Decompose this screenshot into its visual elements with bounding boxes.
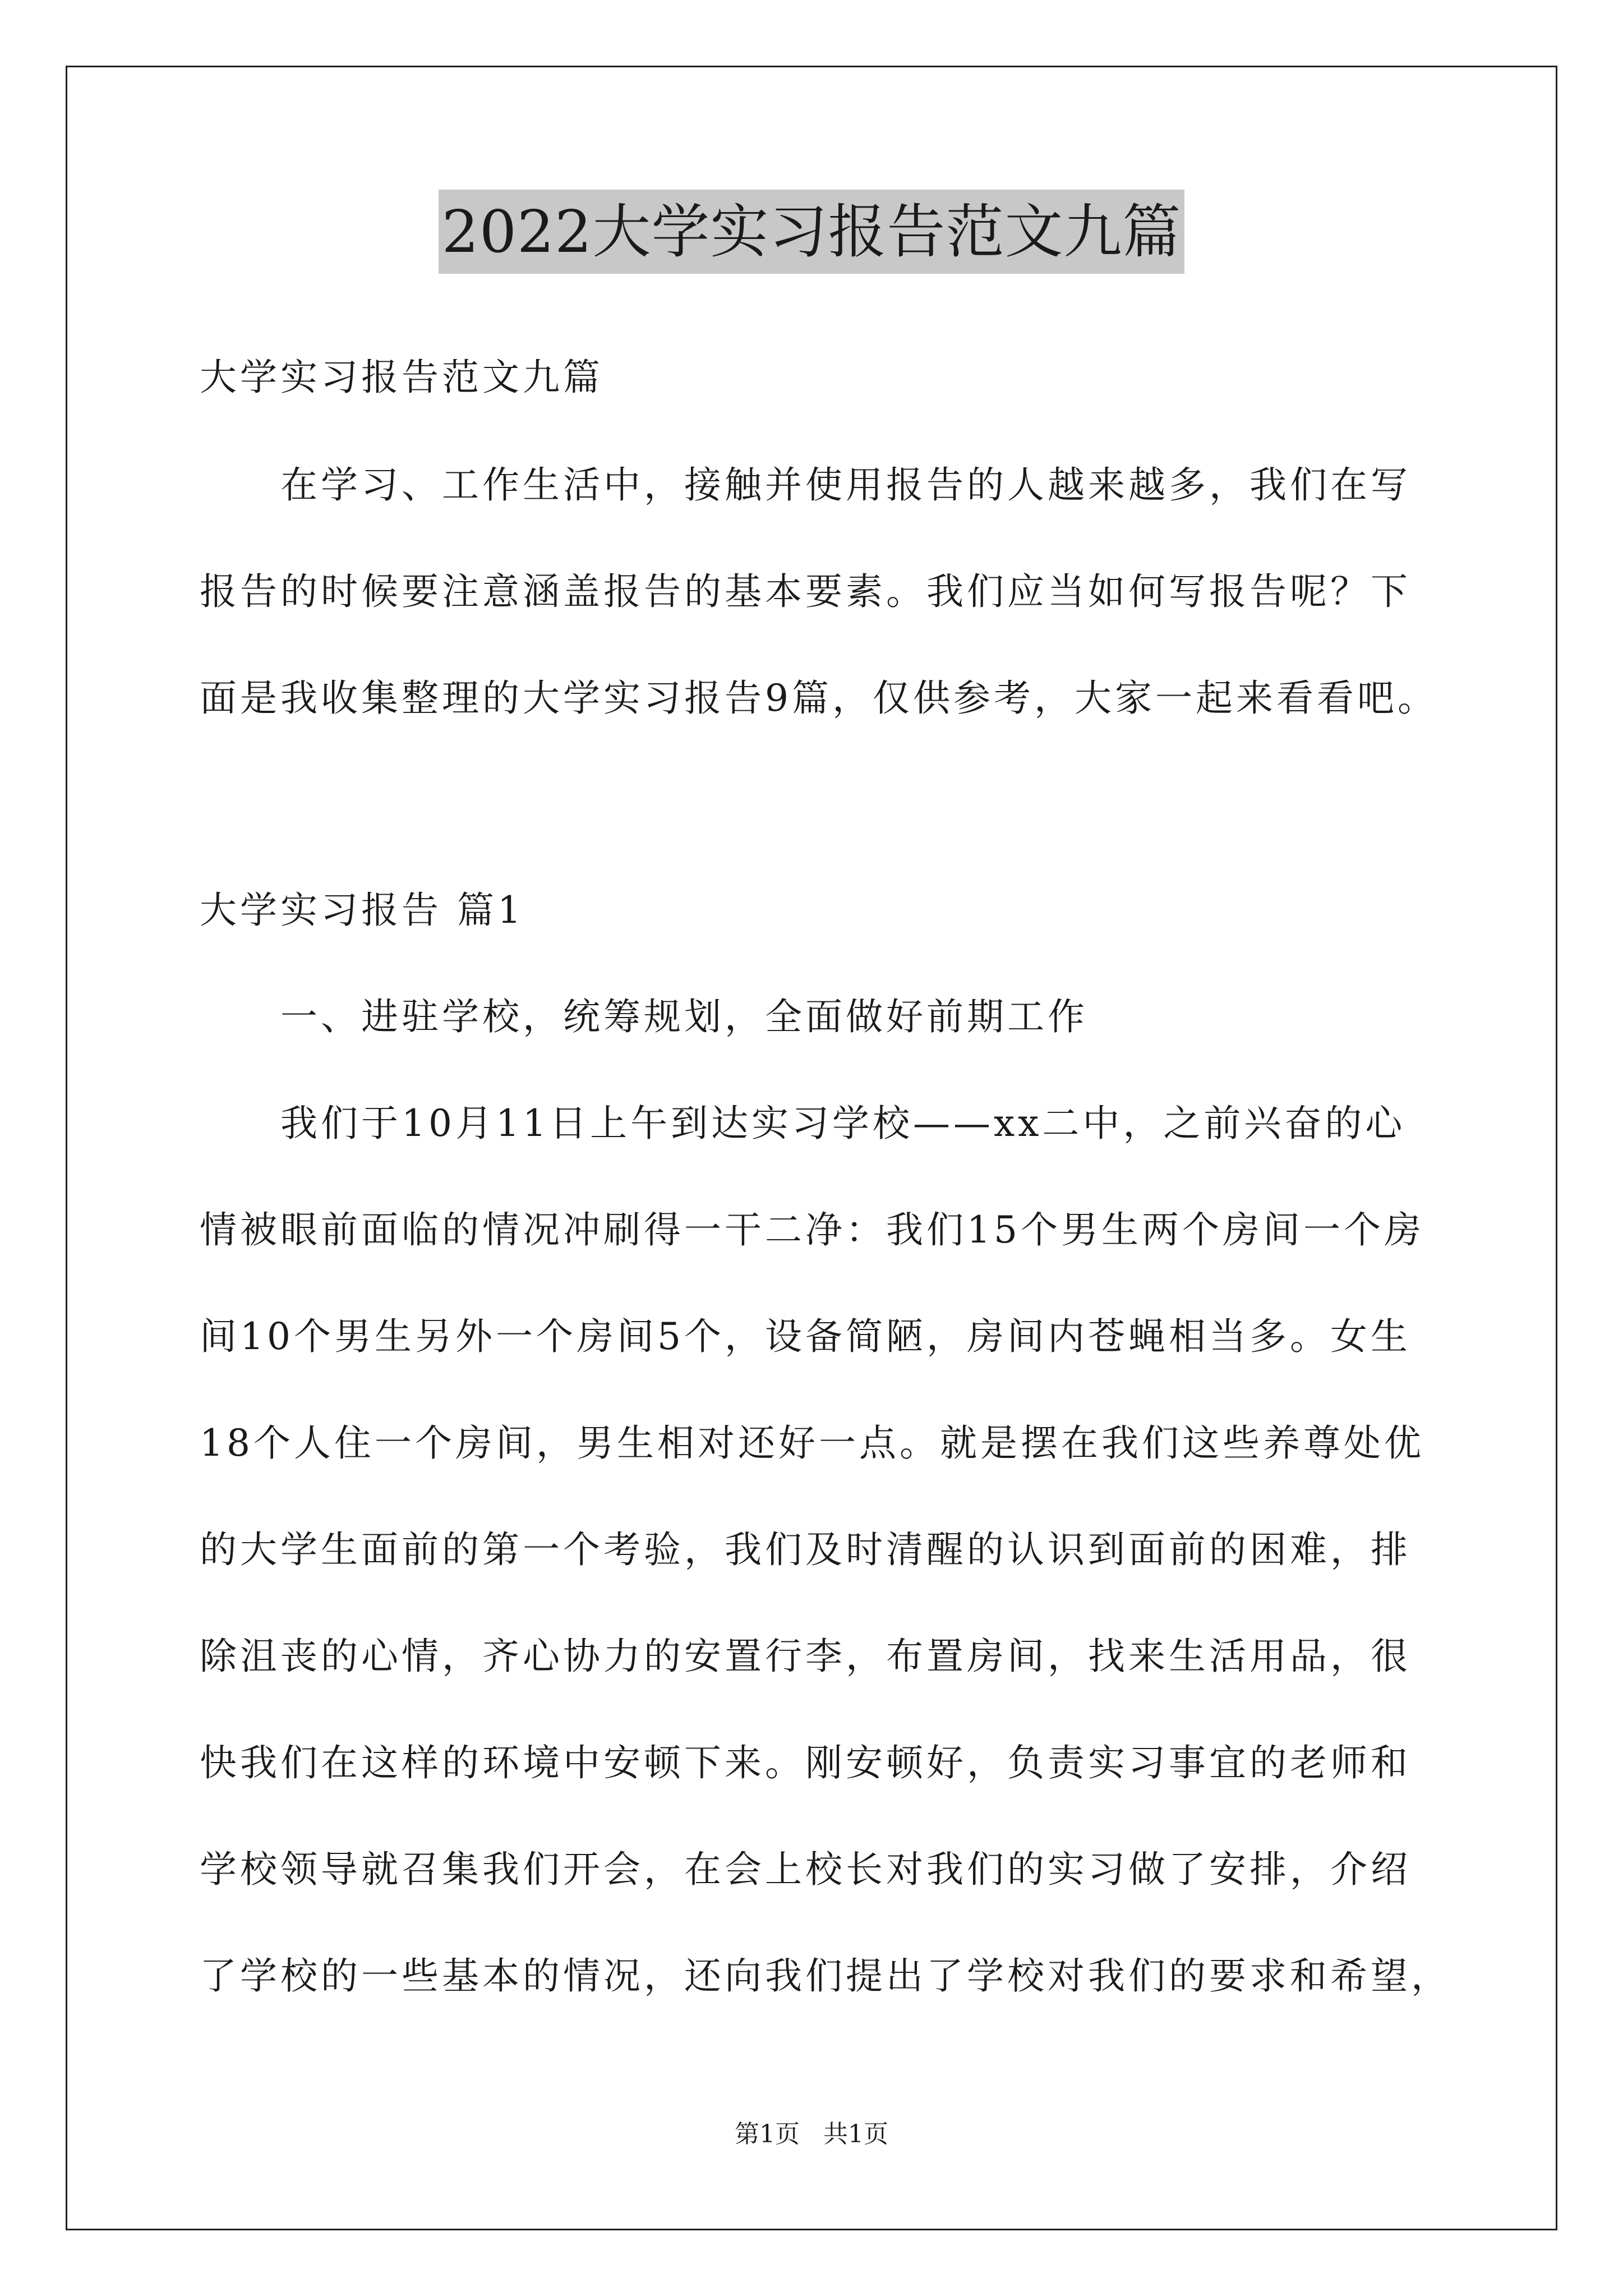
body-line-8: 学校领导就召集我们开会，在会上校长对我们的实习做了安排，介绍 [200,1848,1411,1891]
page-footer: 第1页 共1页 [735,2120,888,2148]
body-line-7: 快我们在这样的环境中安顿下来。刚安顿好，负责实习事宜的老师和 [200,1741,1411,1784]
intro-line-3: 面是我收集整理的大学实习报告9篇，仅供参考，大家一起来看看吧。 [200,677,1438,720]
document-title: 2022大学实习报告范文九篇 [439,190,1185,274]
body-line-1: 我们于10月11日上午到达实习学校——xx二中，之前兴奋的心 [280,1102,1406,1145]
intro-line-1: 在学习、工作生活中，接触并使用报告的人越来越多，我们在写 [280,463,1411,507]
body-line-4: 18个人住一个房间，男生相对还好一点。就是摆在我们这些养尊处优 [200,1421,1424,1465]
body-line-9: 了学校的一些基本的情况，还向我们提出了学校对我们的要求和希望， [200,1954,1451,1998]
body-line-5: 的大学生面前的第一个考验，我们及时清醒的认识到面前的困难，排 [200,1528,1411,1571]
intro-line-2: 报告的时候要注意涵盖报告的基本要素。我们应当如何写报告呢？下 [200,570,1411,613]
body-line-6: 除沮丧的心情，齐心协力的安置行李，布置房间，找来生活用品，很 [200,1635,1411,1678]
title-container [0,190,1623,274]
body-line-2: 情被眼前面临的情况冲刷得一干二净：我们15个男生两个房间一个房 [200,1208,1424,1251]
document-subtitle: 大学实习报告范文九篇 [200,356,603,399]
body-line-3: 间10个男生另外一个房间5个，设备简陋，房间内苍蝇相当多。女生 [200,1315,1411,1358]
section-subheading: 一、进驻学校，统筹规划，全面做好前期工作 [280,995,1088,1038]
section-heading: 大学实习报告 篇1 [200,889,524,932]
